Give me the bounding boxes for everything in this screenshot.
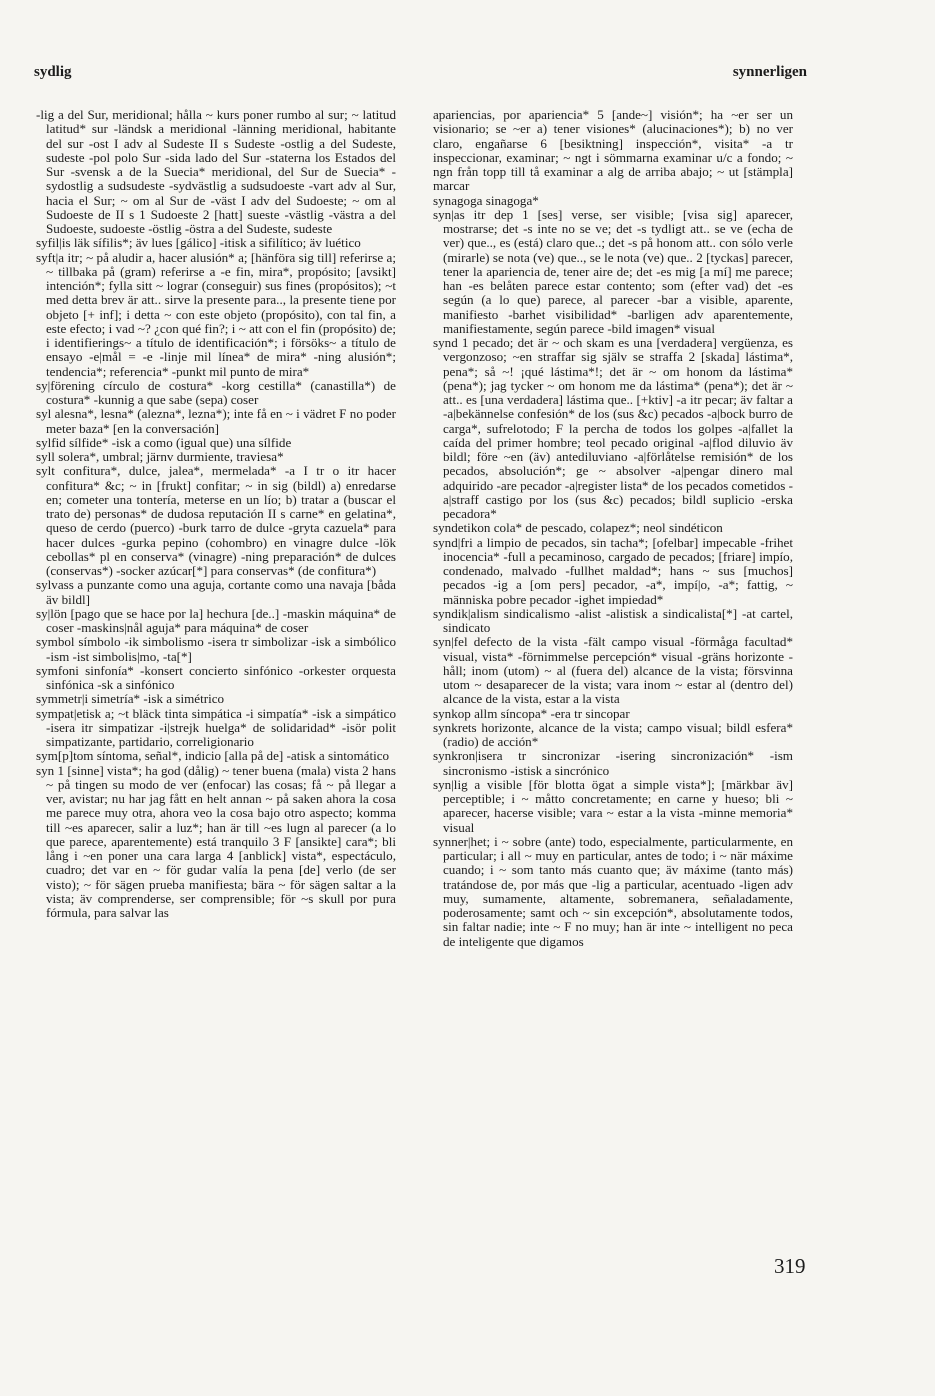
dictionary-entry: sylvass a punzante como una aguja, cortante como una navaja [båda äv bildl] (36, 577, 396, 607)
page-number: 319 (774, 1254, 806, 1278)
dictionary-entry: symmetr|i simetría* -isk a simétrico (36, 691, 225, 707)
left-column (36, 108, 396, 920)
dictionary-entry: apariencias, por apariencia* 5 [ande~] visión*; ha ~er ser un visionario; se ~er a) tener visiones* (alucinaciones*); b) no ver claro, engañarse 6 [besiktning] inspección*, visita* -a tr inspeccionar, examinar; ~ ngt i sömmarna examinar u/c a fondo; ~ ngn från topp till tå examinar a alg de arriba abajo; ~ ut [stämpla] marcar (433, 107, 793, 194)
dictionary-entry: synkrets horizonte, alcance de la vista; campo visual; bildl esfera* (radio) de acción* (433, 719, 793, 749)
dictionary-entry: symbol símbolo -ik simbolismo -isera tr simbolizar -isk a simbólico -ism -ist simbolis|mo, -ta[*] (36, 634, 396, 664)
dictionary-entry: syndetikon cola* de pescado, colapez*; neol sindéticon (433, 520, 723, 536)
dictionary-entry: sympat|etisk a; ~t bläck tinta simpática -i simpatía* -isk a simpático -isera itr simpatizar -i|strejk huelga* de solidaridad* -isör polit simpatizante, partidario, correligionario (36, 705, 396, 749)
running-head-right: synnerligen (732, 64, 807, 80)
dictionary-entry: synkron|isera tr sincronizar -isering sincronización* -ism sincronismo -istisk a sincrónico (433, 748, 793, 778)
dictionary-entry: sy|förening círculo de costura* -korg cestilla* (canastilla*) de costura* -kunnig a que sabe (sepa) coser (36, 377, 396, 407)
dictionary-entry: syndik|alism sindicalismo -alist -alistisk a sindicalista[*] -at cartel, sindicato (433, 605, 793, 635)
right-column (433, 108, 793, 949)
dictionary-entry: syn|as itr dep 1 [ses] verse, ser visible; [visa sig] aparecer, mostrarse; det -s inte no se ve; det -s tydligt att.. se ve (echa de ver) que.., es (está) claro que..; det -s på honom att.. con sólo verle (mirarle) se nota (ve) que.., se le nota (ve) que.. 2 [tyckas] parecer, tener la apariencia de, tener aire de; det -es mig [a mí] me parece; han -es belåten parece estar contento; som (efter vad) det -es según (a lo que) parece, al parecer -bar a visible, aparente, manifiesto -barhet visibilidad* -barligen adv aparentemente, manifiestamente, según parece -bild imagen* visual (433, 206, 793, 336)
dictionary-entry: synner|het; i ~ sobre (ante) todo, especialmente, particularmente, en particular; i all ~ muy en particular, antes de todo; i ~ när máxime cuando; i ~ som tanto más cuanto que; äv máxime (tanto más) tratándose de, por más que -lig a particular, acentuado -ligen adv muy, sumamente, altamente, sobremanera, señaladamente, poderosamente; samt och ~ sin excepción*, absolutamente todos, sin faltar nadie; inte ~ F no muy; han är inte ~ intelligent no peca de inteligente que digamos (433, 833, 793, 949)
dictionary-entry: syfil|is läk sífilis*; äv lues [gálico] -itisk a sifilítico; äv luético (36, 235, 361, 251)
running-head-left: sydlig (34, 64, 72, 80)
dictionary-entry: syft|a itr; ~ på aludir a, hacer alusión* a; [hänföra sig till] referirse a; ~ tillbaka på (gram) referirse a -e fin, mira*, propósito; [avsikt] intención*; fylla sitt ~ lograr (conseguir) sus fines (propósitos); ~t med detta brev är att.. sirve la presente para.., la presente tiene por objeto [+ inf]; i detta ~ con este objeto (propósito), con tal fin, a este efecto; i vad ~? ¿con qué fin?; i ~ att con el fin (propósito) de; i identifierings~ a título de identificación*; i försöks~ a título de ensayo -e|mål = -e -linje mil línea* de mira* -ning alusión*; tendencia*; referencia* -punkt mil punto de mira* (36, 249, 396, 379)
dictionary-entry: sylfid sílfide* -isk a como (igual que) una sílfide (36, 434, 292, 450)
dictionary-entry: synagoga sinagoga* (433, 192, 539, 208)
dictionary-entry: synkop allm síncopa* -era tr sincopar (433, 705, 630, 721)
dictionary-entry: syn|fel defecto de la vista -fält campo visual -förmåga facultad* visual, vista* -förnimmelse percepción* visual -gräns horizonte -håll; inom (utom) ~ al (fuera del) alcance de la vista; försvinna utom ~ desaparecer de la vista; vara inom ~ estar al (dentro del) alcance de la vista, estar a la vista (433, 634, 793, 707)
dictionary-entry: sy|lön [pago que se hace por la] hechura [de..] -maskin máquina* de coser -maskins|nål aguja* para máquina* de coser (36, 605, 396, 635)
dictionary-entry: synd 1 pecado; det är ~ och skam es una [verdadera] vergüenza, es vergonzoso; ~en straffar sig själv se straffa 2 [skada] lástima*, pena*; så ~! ¡qué lástima*!; det är ~ om honom da lástima* (pena*); jag tycker ~ om honom me da lástima* (pena*); det är ~ att.. es [una verdadera] lástima que.. [+ktiv] -a itr pecar; äv faltar a -a|bekännelse confesión* de los (sus &c) pecados -a|bock burro de carga*, sufrelotodo; F la percha de todos los golpes -a|fallet la caída del primer hombre; teol pecado original -a|flod diluvio äv bildl; före ~en (äv) antediluviano -a|förlåtelse remisión* de los pecados, absolución*; ge ~ absolver -a|pengar dinero mal adquirido -are pecador -a|register lista* de los pecados cometidos -a|straff castigo por los (sus &c) pecados; bildl suplicio -erska pecadora* (433, 335, 793, 521)
dictionary-entry: syn 1 [sinne] vista*; ha god (dålig) ~ tener buena (mala) vista 2 hans ~ på tingen su modo de ver (enfocar) las cosas; få ~ på llegar a ver, avistar; nu har jag fått en helt annan ~ på saken ahora la cosa me parece muy otra, ahora veo la cosa bajo otro aspecto; komma till ~es aparecer, salir a luz*; han är till ~es lugn al parecer (a lo que parece, aparentemente) está tranquilo 3 F [ansikte] cara*; bli lång i ~en poner una cara larga 4 [anblick] vista*, espectáculo, cuadro; det var en ~ för gudar valía la pena [de] verlo (de ser visto); ~ för sägen prueba manifiesta; bära ~ för sägen saltar a la vista; äv comprenderse, ser comprensible; för ~s skull por pura fórmula, para salvar las (36, 762, 396, 920)
dictionary-entry: -lig a del Sur, meridional; hålla ~ kurs poner rumbo al sur; ~ latitud latitud* sur -ländsk a meridional -länning meridional, habitante del sur -ost I adv al Sudeste II s Sudeste -ostlig a del Sudeste, sudeste -pol polo Sur -sida lado del Sur -staterna los Estados del Sur -svensk a de la Suecia* meridional, del Sur de Suecia* -sydostlig a sudsudeste -sydvästlig a sudsudoeste -vart adv al Sur, hacia el Sur; ~ om al Sur de -väst I adv del Sudoeste; ~ om al Sudoeste de II s 1 Sudoeste 2 [hatt] sueste -västlig -västra a del Sudoeste, sudoeste -östlig -östra a del Sudeste, sudeste (36, 107, 396, 236)
dictionary-entry: syll solera*, umbral; järnv durmiente, traviesa* (36, 449, 284, 464)
dictionary-entry: syl alesna*, lesna* (alezna*, lezna*); inte få en ~ i vädret F no poder meter baza* [en la conversación] (36, 406, 396, 436)
dictionary-entry: sylt confitura*, dulce, jalea*, mermelada* -a I tr o itr hacer confitura* &c; ~ in [frukt] confitar; ~ in sig (bildl) a) enredarse en; cometer una tontería, meterse en un lío; b) tratar a (buscar el trato de) personas* de dudosa reputación II s carne* en gelatina*, queso de cerdo (puerco) -burk tarro de dulce -gryta cazuela* para hacer dulces -gurka pepino (cohombro) en vinagre dulce -lök cebollas* pl en conserva* (vinagre) -ning preparación* de dulces (conservas*) -socker azúcar[*] para conservas* (de confitura*) (36, 463, 396, 578)
dictionary-entry: sym[p]tom síntoma, señal*, indicio [alla på de] -atisk a sintomático (36, 748, 390, 764)
dictionary-entry: synd|fri a limpio de pecados, sin tacha*; [ofelbar] impecable -frihet inocencia* -full a pecaminoso, cargado de pecados; [friare] impío, condenado, malvado -fullhet maldad*; hans ~ sus [muchos] pecados -ig a [om pers] pecador, -a*, impí|o, -a*; fattig, ~ människa pobre pecador -ighet impiedad* (433, 534, 793, 607)
dictionary-entry: syn|lig a visible [för blotta ögat a simple vista*]; [märkbar äv] perceptible; i ~ måtto concretamente; en carne y hueso; bli ~ aparecer, hacerse visible; vara ~ estar a la vista -minne memoria* visual (433, 776, 793, 835)
dictionary-entry: symfoni sinfonía* -konsert concierto sinfónico -orkester orquesta sinfónica -sk a sinfónico (36, 662, 396, 692)
